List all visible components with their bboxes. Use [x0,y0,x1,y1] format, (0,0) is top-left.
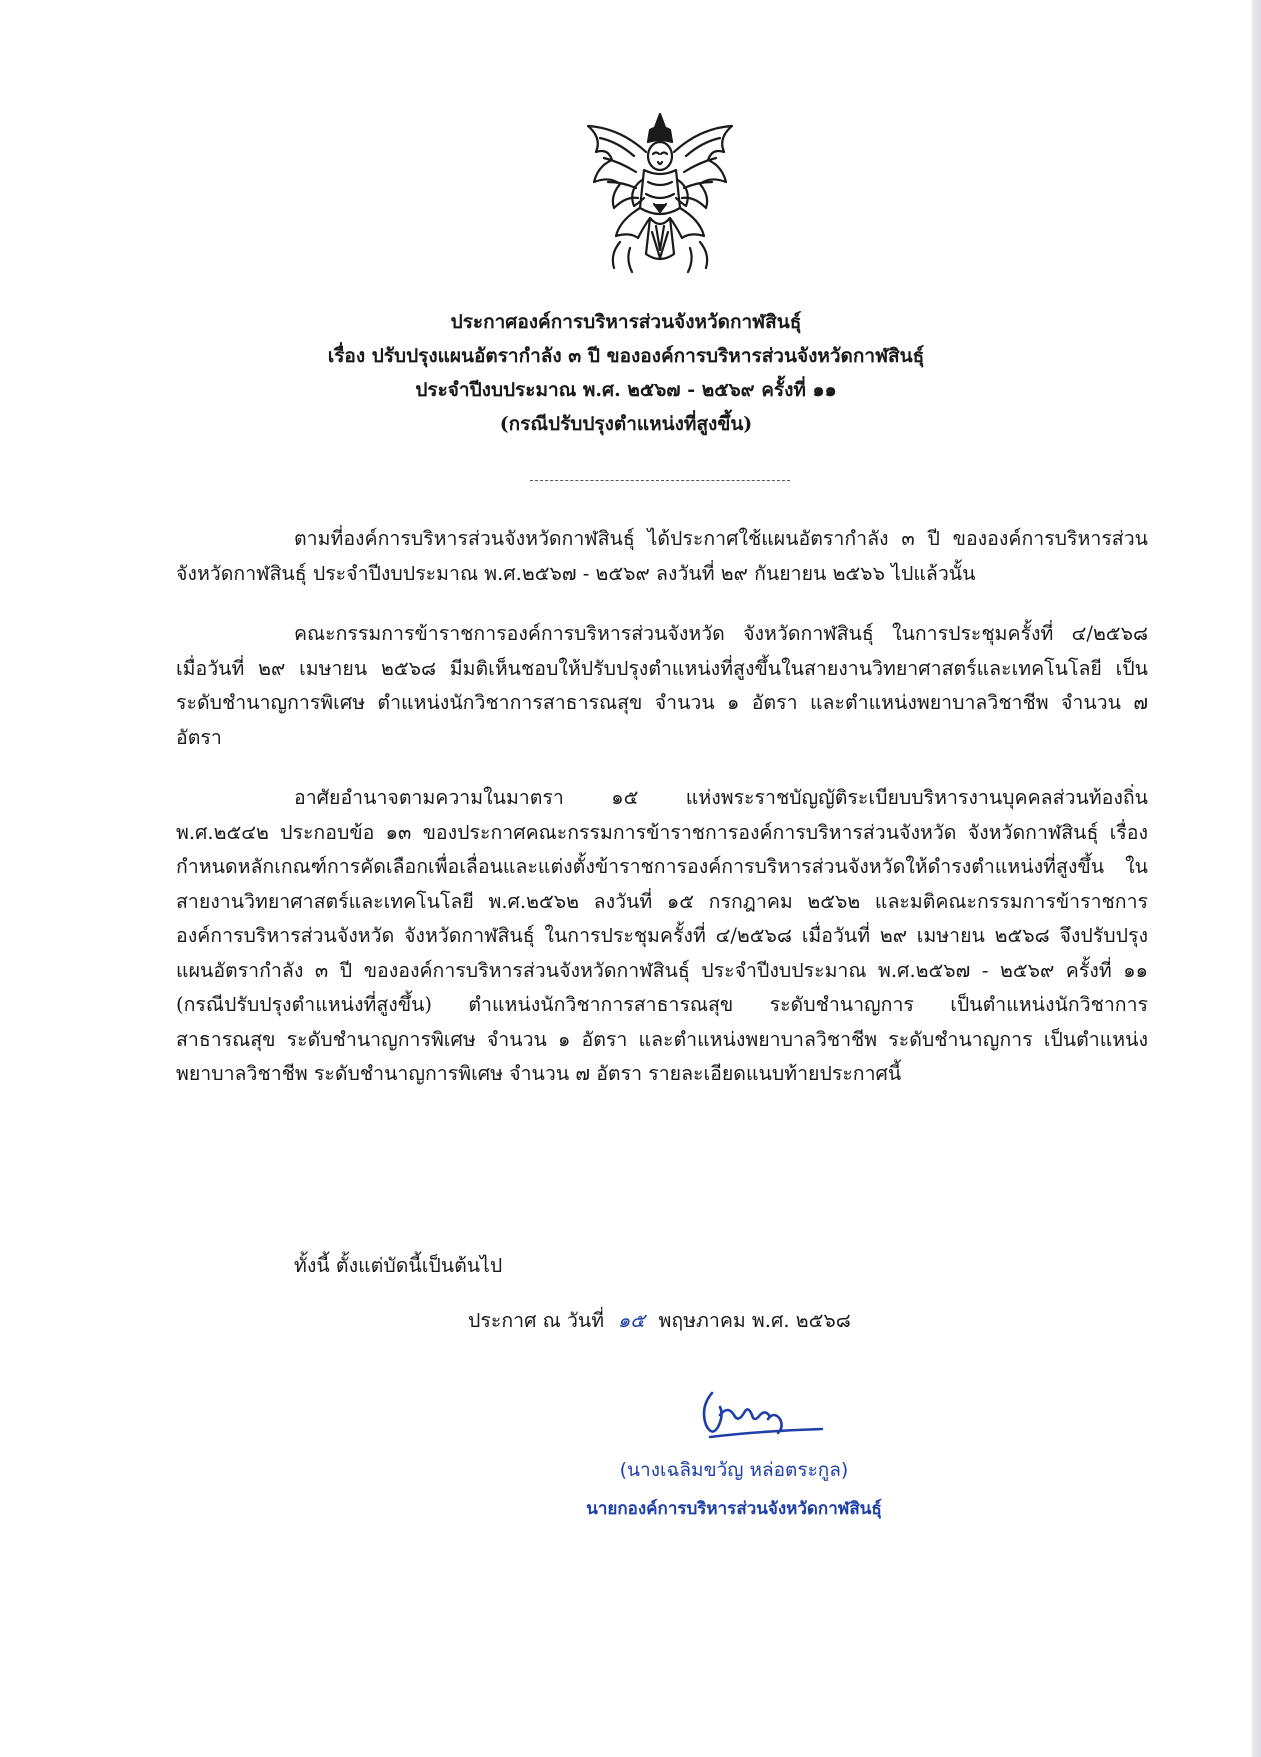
paragraph-committee-resolution: คณะกรรมการข้าราชการองค์การบริหารส่วนจังหวัด จังหวัดกาฬสินธุ์ ในการประชุมครั้งที่ ๔/๒๕๖๘ เมื่อวันที่ ๒๙ เมษายน ๒๕๖๘ มีมติเห็นชอบให้ปรับปรุงตำแหน่งที่สูงขึ้นในสายงานวิทยาศาสตร์และเทคโนโลยี เป็นระดับชำนาญการพิเศษ ตำแหน่งนักวิชาการสาธารณสุข จำนวน ๑ อัตรา และตำแหน่งพยาบาลวิชาชีพ จำนวน ๗ อัตรา [176,622,1148,749]
date-day-handwritten: ๑๕ [617,1309,645,1332]
paragraph-background: ตามที่องค์การบริหารส่วนจังหวัดกาฬสินธุ์ ได้ประกาศใช้แผนอัตรากำลัง ๓ ปี ขององค์การบริหารส่วนจังหวัดกาฬสินธุ์ ประจำปีงบประมาณ พ.ศ.๒๕๖๗ - ๒๕๖๙ ลงวันที่ ๒๙ กันยายน ๒๕๖๖ ไปแล้วนั้น [176,527,1148,585]
date-prefix: ประกาศ ณ วันที่ [468,1309,605,1332]
announcement-date [468,1305,851,1336]
announcement-title [0,305,1252,441]
title-divider [530,480,790,481]
date-month-year: พฤษภาคม พ.ศ. ๒๕๖๘ [658,1309,851,1332]
paragraph-legal-authority: อาศัยอำนาจตามความในมาตรา ๑๕ แห่งพระราชบัญญัติระเบียบบริหารงานบุคคลส่วนท้องถิ่น พ.ศ.๒๕๔๒ ประกอบข้อ ๑๓ ของประกาศคณะกรรมการข้าราชการองค์การบริหารส่วนจังหวัด จังหวัดกาฬสินธุ์ เรื่อง กำหนดหลักเกณฑ์การคัดเลือกเพื่อเลื่อนและแต่งตั้งข้าราชการองค์การบริหารส่วนจังหวัดให้ดำรงตำแหน่งที่สูงขึ้น ในสายงานวิทยาศาสตร์และเทคโนโลยี พ.ศ.๒๕๖๒ ลงวันที่ ๑๕ กรกฎาคม ๒๕๖๒ และมติคณะกรรมการข้าราชการองค์การบริหารส่วนจังหวัด จังหวัดกาฬสินธุ์ ในการประชุมครั้งที่ ๔/๒๕๖๘ เมื่อวันที่ ๒๙ เมษายน ๒๕๖๘ จึงปรับปรุงแผนอัตรากำลัง ๓ ปี ขององค์การบริหารส่วนจังหวัดกาฬสินธุ์ ประจำปีงบประมาณ พ.ศ.๒๕๖๗ - ๒๕๖๙ ครั้งที่ ๑๑ (กรณีปรับปรุงตำแหน่งที่สูงขึ้น) ตำแหน่งนักวิชาการสาธารณสุข ระดับชำนาญการ เป็นตำแหน่งนักวิชาการสาธารณสุข ระดับชำนาญการพิเศษ จำนวน ๑ อัตรา และตำแหน่งพยาบาลวิชาชีพ ระดับชำนาญการ เป็นตำแหน่งพยาบาลวิชาชีพ ระดับชำนาญการพิเศษ จำนวน ๗ อัตรา รายละเอียดแนบท้ายประกาศนี้ [176,786,1148,1085]
closing-statement: ทั้งนี้ ตั้งแต่บัดนี้เป็นต้นไป [294,1254,503,1277]
title-line-fiscal-year: ประจำปีงบประมาณ พ.ศ. ๒๕๖๗ - ๒๕๖๙ ครั้งที่ ๑๑ [415,379,837,401]
handwritten-signature [690,1385,830,1445]
announcement-body [176,522,1148,1118]
signer-name: (นางเฉลิมขวัญ หล่อตระกูล) [619,1459,849,1481]
garuda-emblem-icon [580,108,740,276]
signer-position: นายกองค์การบริหารส่วนจังหวัดกาฬสินธุ์ [586,1499,882,1519]
title-line-subject: เรื่อง ปรับปรุงแผนอัตรากำลัง ๓ ปี ขององค์การบริหารส่วนจังหวัดกาฬสินธุ์ [327,345,925,367]
page-edge-shadow [1252,0,1261,1757]
title-line-case: (กรณีปรับปรุงตำแหน่งที่สูงขึ้น) [499,413,753,435]
title-line-announcement: ประกาศองค์การบริหารส่วนจังหวัดกาฬสินธุ์ [450,311,802,333]
